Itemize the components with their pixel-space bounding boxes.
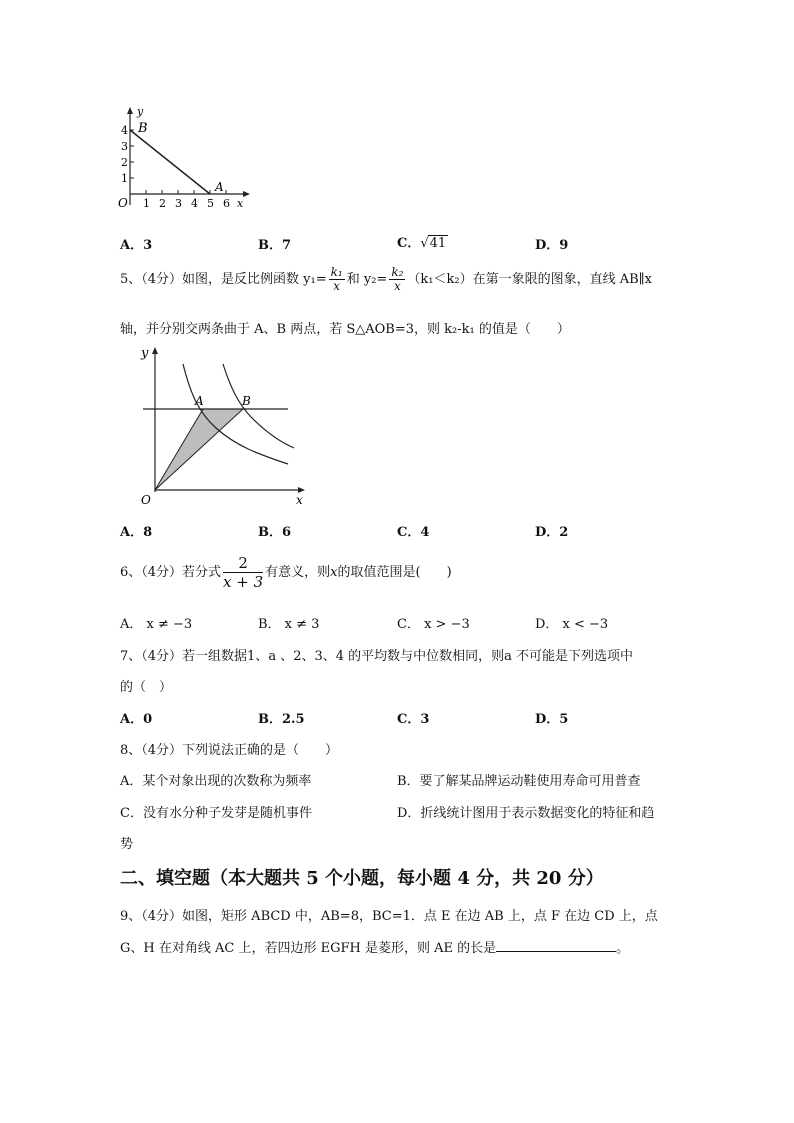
q8-option-d[interactable]: D．折线统计图用于表示数据变化的特征和趋 [397,806,655,821]
q6-stem: 6、（4分）若分式 $\frac{2}{x + 3}$ 有意义，则x的取值范围是( ) [120,554,452,591]
point-a-label: A [195,394,204,408]
q7-line1: 7、（4分）若一组数据1、a 、2、3、4 的平均数与中位数相同，则a 不可能是下列选项中 [120,649,634,664]
q5-option-d[interactable]: D．2 [535,525,569,540]
q9-line2: G、H 在对角线 AC 上，若四边形 EGFH 是菱形，则 AE 的长是 。 [120,941,630,956]
q8-option-a[interactable]: A．某个对象出现的次数称为频率 [120,774,312,789]
fraction-k1-over-x: $\frac{\text{k₁}}{x}$ [330,265,343,293]
q5-option-a[interactable]: A．8 [120,525,153,540]
curve-y2 [223,364,294,448]
q7-option-d[interactable]: D．5 [535,712,569,727]
q5-line2: 轴，并分别交两条曲于 A、B 两点，若 S△AOB=3，则 k₂-k₁ 的值是（ ） [120,322,570,337]
q8-option-c[interactable]: C．没有水分种子发芽是随机事件 [120,806,312,821]
x-tick-3: 3 [175,197,182,210]
q6-option-d[interactable]: D． x < −3 [535,617,609,632]
point-b-label: B [138,121,148,136]
q5-line1: 5、（4分）如图，是反比例函数 y₁= $\frac{\text{k₁}}{x}$ 和 y₂= $\frac{\text{k₂}}{x}$ （k₁＜k₂）在第一象限的图象，直线 AB∥x [120,265,652,293]
q4-option-d[interactable]: D．9 [535,238,569,253]
y-tick-3: 3 [121,140,128,153]
y-label: y [141,346,149,361]
y-tick-1: 1 [121,172,128,185]
q6-option-a[interactable]: A． x ≠ −3 [120,617,193,632]
q9-line1: 9、（4分）如图，矩形 ABCD 中，AB=8，BC=1．点 E 在边 AB 上，点 F 在边 CD 上，点 [120,909,658,924]
x-label: x [237,197,244,210]
y-label: y [137,105,144,118]
section-heading-fill-in: 二、填空题（本大题共 5 个小题，每小题 4 分，共 20 分） [120,868,604,889]
point-a-label: A [215,180,224,194]
q5-graph [138,344,310,506]
x-tick-4: 4 [191,197,198,210]
x-tick-2: 2 [159,197,166,210]
q6-option-c[interactable]: C． x > −3 [397,617,470,632]
y-tick-2: 2 [121,156,128,169]
q7-option-b[interactable]: B．2.5 [258,712,305,727]
q4-option-a[interactable]: A．3 [120,238,153,253]
segment-ab [130,130,210,194]
triangle-aob [155,409,243,490]
q6-option-b[interactable]: B． x ≠ 3 [258,617,320,632]
q4-graph [115,105,255,215]
q7-option-c[interactable]: C．3 [397,712,430,727]
y-axis-arrow [152,347,158,354]
q5-option-b[interactable]: B．6 [258,525,292,540]
q5-option-c[interactable]: C．4 [397,525,430,540]
answer-blank[interactable] [496,939,616,952]
sqrt-symbol: √ [420,236,429,251]
origin-label: O [118,196,128,210]
fraction-k2-over-x: $\frac{\text{k₂}}{x}$ [391,265,404,293]
x-tick-5: 5 [207,197,214,210]
q8-stem: 8、（4分）下列说法正确的是（ ） [120,743,339,758]
q4-option-c[interactable]: C．√41 [397,236,447,251]
q8-option-d-continuation: 势 [120,837,134,852]
q7-line2: 的（ ） [120,680,173,695]
q7-option-a[interactable]: A．0 [120,712,153,727]
x-label: x [296,493,303,506]
fraction-2-over-x-plus-3: $\frac{2}{x + 3}$ [223,554,264,591]
y-axis-arrow [127,107,133,114]
x-tick-6: 6 [223,197,230,210]
q8-option-b[interactable]: B．要了解某品牌运动鞋使用寿命可用普查 [397,774,641,789]
x-tick-1: 1 [143,197,150,210]
x-axis-arrow [243,191,250,197]
point-b-label: B [242,394,251,408]
y-tick-4: 4 [121,124,128,137]
origin-label: O [141,493,151,506]
q4-option-b[interactable]: B．7 [258,238,292,253]
